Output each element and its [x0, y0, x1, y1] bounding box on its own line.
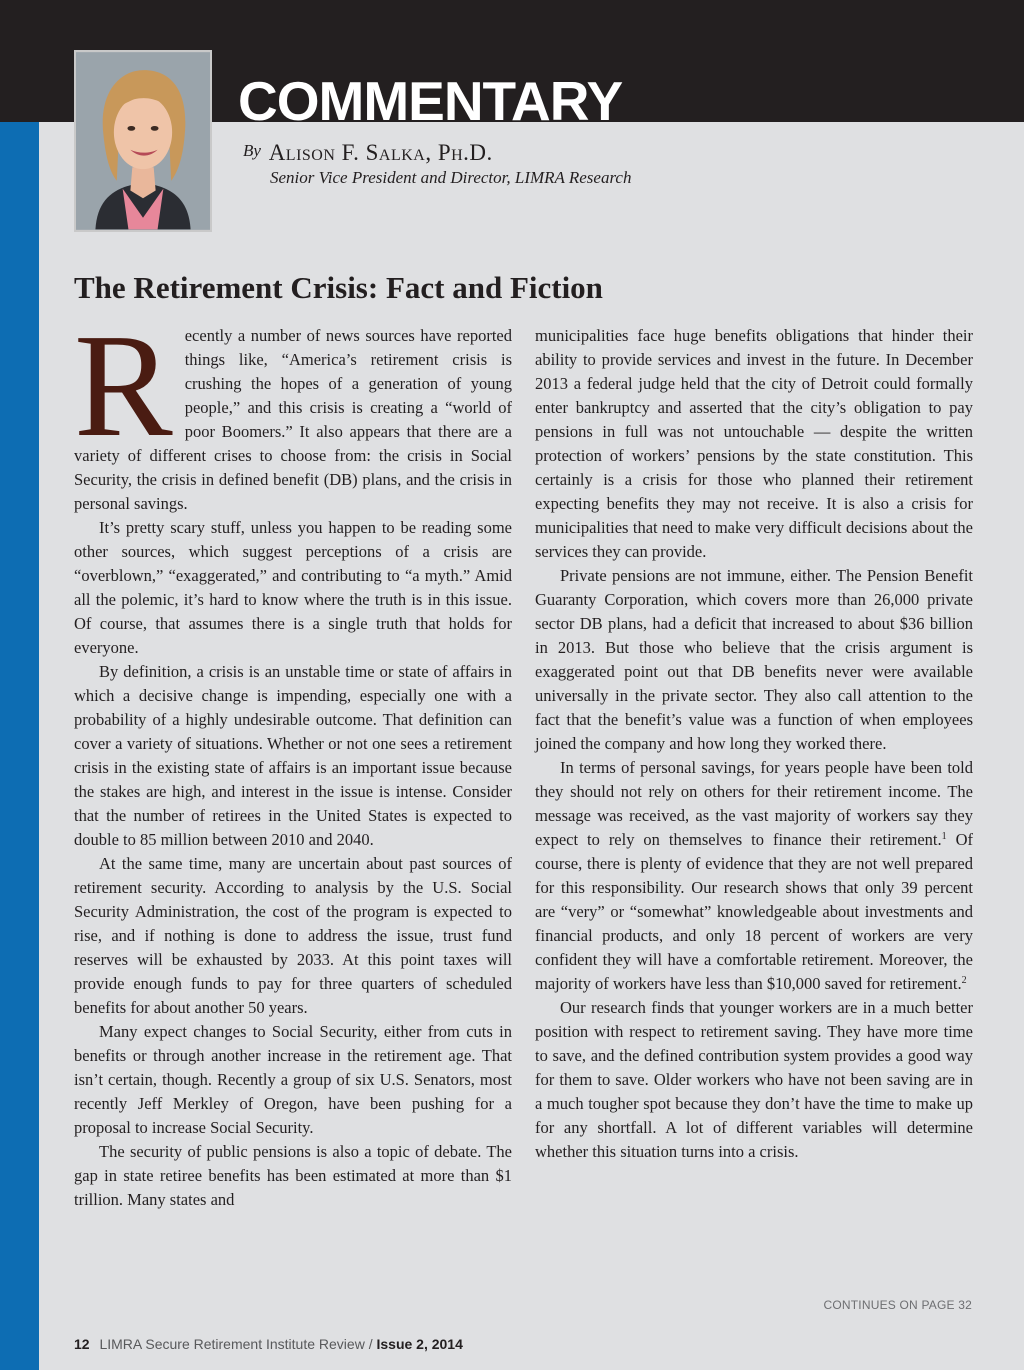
article-paragraph: By definition, a crisis is an unstable time or state of affairs in which a decisive change is impending, especially one with a probability of a highly undesirable outcome. That definition can cover a variety of situations. Whether or not one sees a retirement crisis in the existing state of affairs is an important issue because the stakes are high, and interest in the issue is intense. Consider that the number of retirees in the United States is expected to double to 85 million between 2010 and 2040.	[74, 662, 512, 849]
author-name: Alison F. Salka, Ph.D.	[268, 140, 493, 165]
section-label: COMMENTARY	[238, 70, 623, 132]
paragraph-text: Of course, there is plenty of evidence that they are not well prepared for this responsibility. Our research shows that only 39 percent are “very” or “somewhat” knowledgeable about investments and financial products, and only 18 percent of workers are very confident they will have a comfortable retirement. Moreover, the majority of workers have less than $10,000 saved for retirement.	[535, 830, 973, 993]
article-paragraph: It’s pretty scary stuff, unless you happen to be reading some other sources, which suggest perceptions of a crisis are “overblown,” “exaggerated,” and contributing to “a myth.” Amid all the polemic, it’s hard to know where the truth is in this issue. Of course, that assumes there is a single truth that holds for everyone.	[74, 518, 512, 657]
byline-prefix: By	[243, 141, 261, 160]
paragraph-text: ecently a number of news sources have reported things like, “America’s retirement crisis is crushing the hopes of a generation of young people,” and this crisis is creating a “world of poor Boomers.” It also appears that there are a variety of different crises to choose from: the crisis in Social Security, the crisis in defined benefit (DB) plans, and the crisis in personal savings.	[74, 326, 512, 513]
page-number: 12	[74, 1336, 90, 1352]
article-paragraph	[74, 304, 512, 516]
author-title: Senior Vice President and Director, LIMRA Research	[270, 168, 632, 187]
paragraph-text: In terms of personal savings, for years people have been told they should not rely on others for their retirement income. The message was received, as the vast majority of workers say they expect to rely on themselves to finance their retirement.	[535, 758, 973, 849]
drop-cap: R	[74, 304, 173, 468]
issue-label: Issue 2, 2014	[376, 1336, 463, 1352]
publication-name: LIMRA Secure Retirement Institute Review	[99, 1336, 365, 1352]
article-paragraph	[535, 756, 973, 996]
footnote-ref: 1	[941, 831, 947, 842]
side-accent-bar	[0, 122, 39, 1370]
article-paragraph: Many expect changes to Social Security, either from cuts in benefits or through another increase in the retirement age. That isn’t certain, though. Recently a group of six U.S. Senators, most recently Jeff Merkley of Oregon, have been pushing for a proposal to increase Social Security.	[74, 1022, 512, 1137]
footer-separator: /	[364, 1336, 377, 1352]
footnote-ref: 2	[961, 975, 967, 986]
article-paragraph: The security of public pensions is also a topic of debate. The gap in state retiree benefits has been estimated at more than $1 trillion. Many states and	[74, 1142, 512, 1209]
article-paragraph: At the same time, many are uncertain about past sources of retirement security. According to analysis by the U.S. Social Security Administration, the cost of the program is expected to rise, and if nothing is done to address the issue, trust fund reserves will be exhausted by 2033. At this point taxes will provide enough funds to pay for three quarters of scheduled benefits for about another 50 years.	[74, 854, 512, 1017]
article-paragraph: municipalities face huge benefits obligations that hinder their ability to provide services and invest in the future. In December 2013 a federal judge held that the city of Detroit could formally enter bankruptcy and asserted that the city’s obligation to pay pensions in full was not untouchable — despite the written protection of workers’ pensions by the state constitution. This certainly is a crisis for those who planned their retirement expecting benefits they may not receive. It is also a crisis for municipalities that need to make very difficult decisions about the services they can provide.	[535, 326, 973, 561]
article-column-left	[74, 304, 512, 1212]
article-headline: The Retirement Crisis: Fact and Fiction	[74, 270, 603, 305]
article-column-right	[535, 324, 973, 1164]
article-paragraph: Our research finds that younger workers are in a much better position with respect to retirement saving. They have more time to save, and the defined contribution system provides a good way for them to save. Older workers who have not been saving are in a much tougher spot because they don’t have the time to make up for any shortfall. A lot of different variables will determine whether this situation turns into a crisis.	[535, 998, 973, 1161]
byline	[243, 140, 493, 166]
article-paragraph: Private pensions are not immune, either. The Pension Benefit Guaranty Corporation, which covers more than 26,000 private sector DB plans, had a deficit that increased to about $36 billion in 2013. But those who believe that the crisis argument is exaggerated point out that DB benefits never were available universally in the private sector. They also call attention to the fact that the benefit’s value was a function of when employees joined the company and how long they worked there.	[535, 566, 973, 753]
page-footer	[74, 1336, 463, 1352]
continues-note: CONTINUES ON PAGE 32	[823, 1298, 972, 1312]
author-photo	[74, 50, 212, 232]
